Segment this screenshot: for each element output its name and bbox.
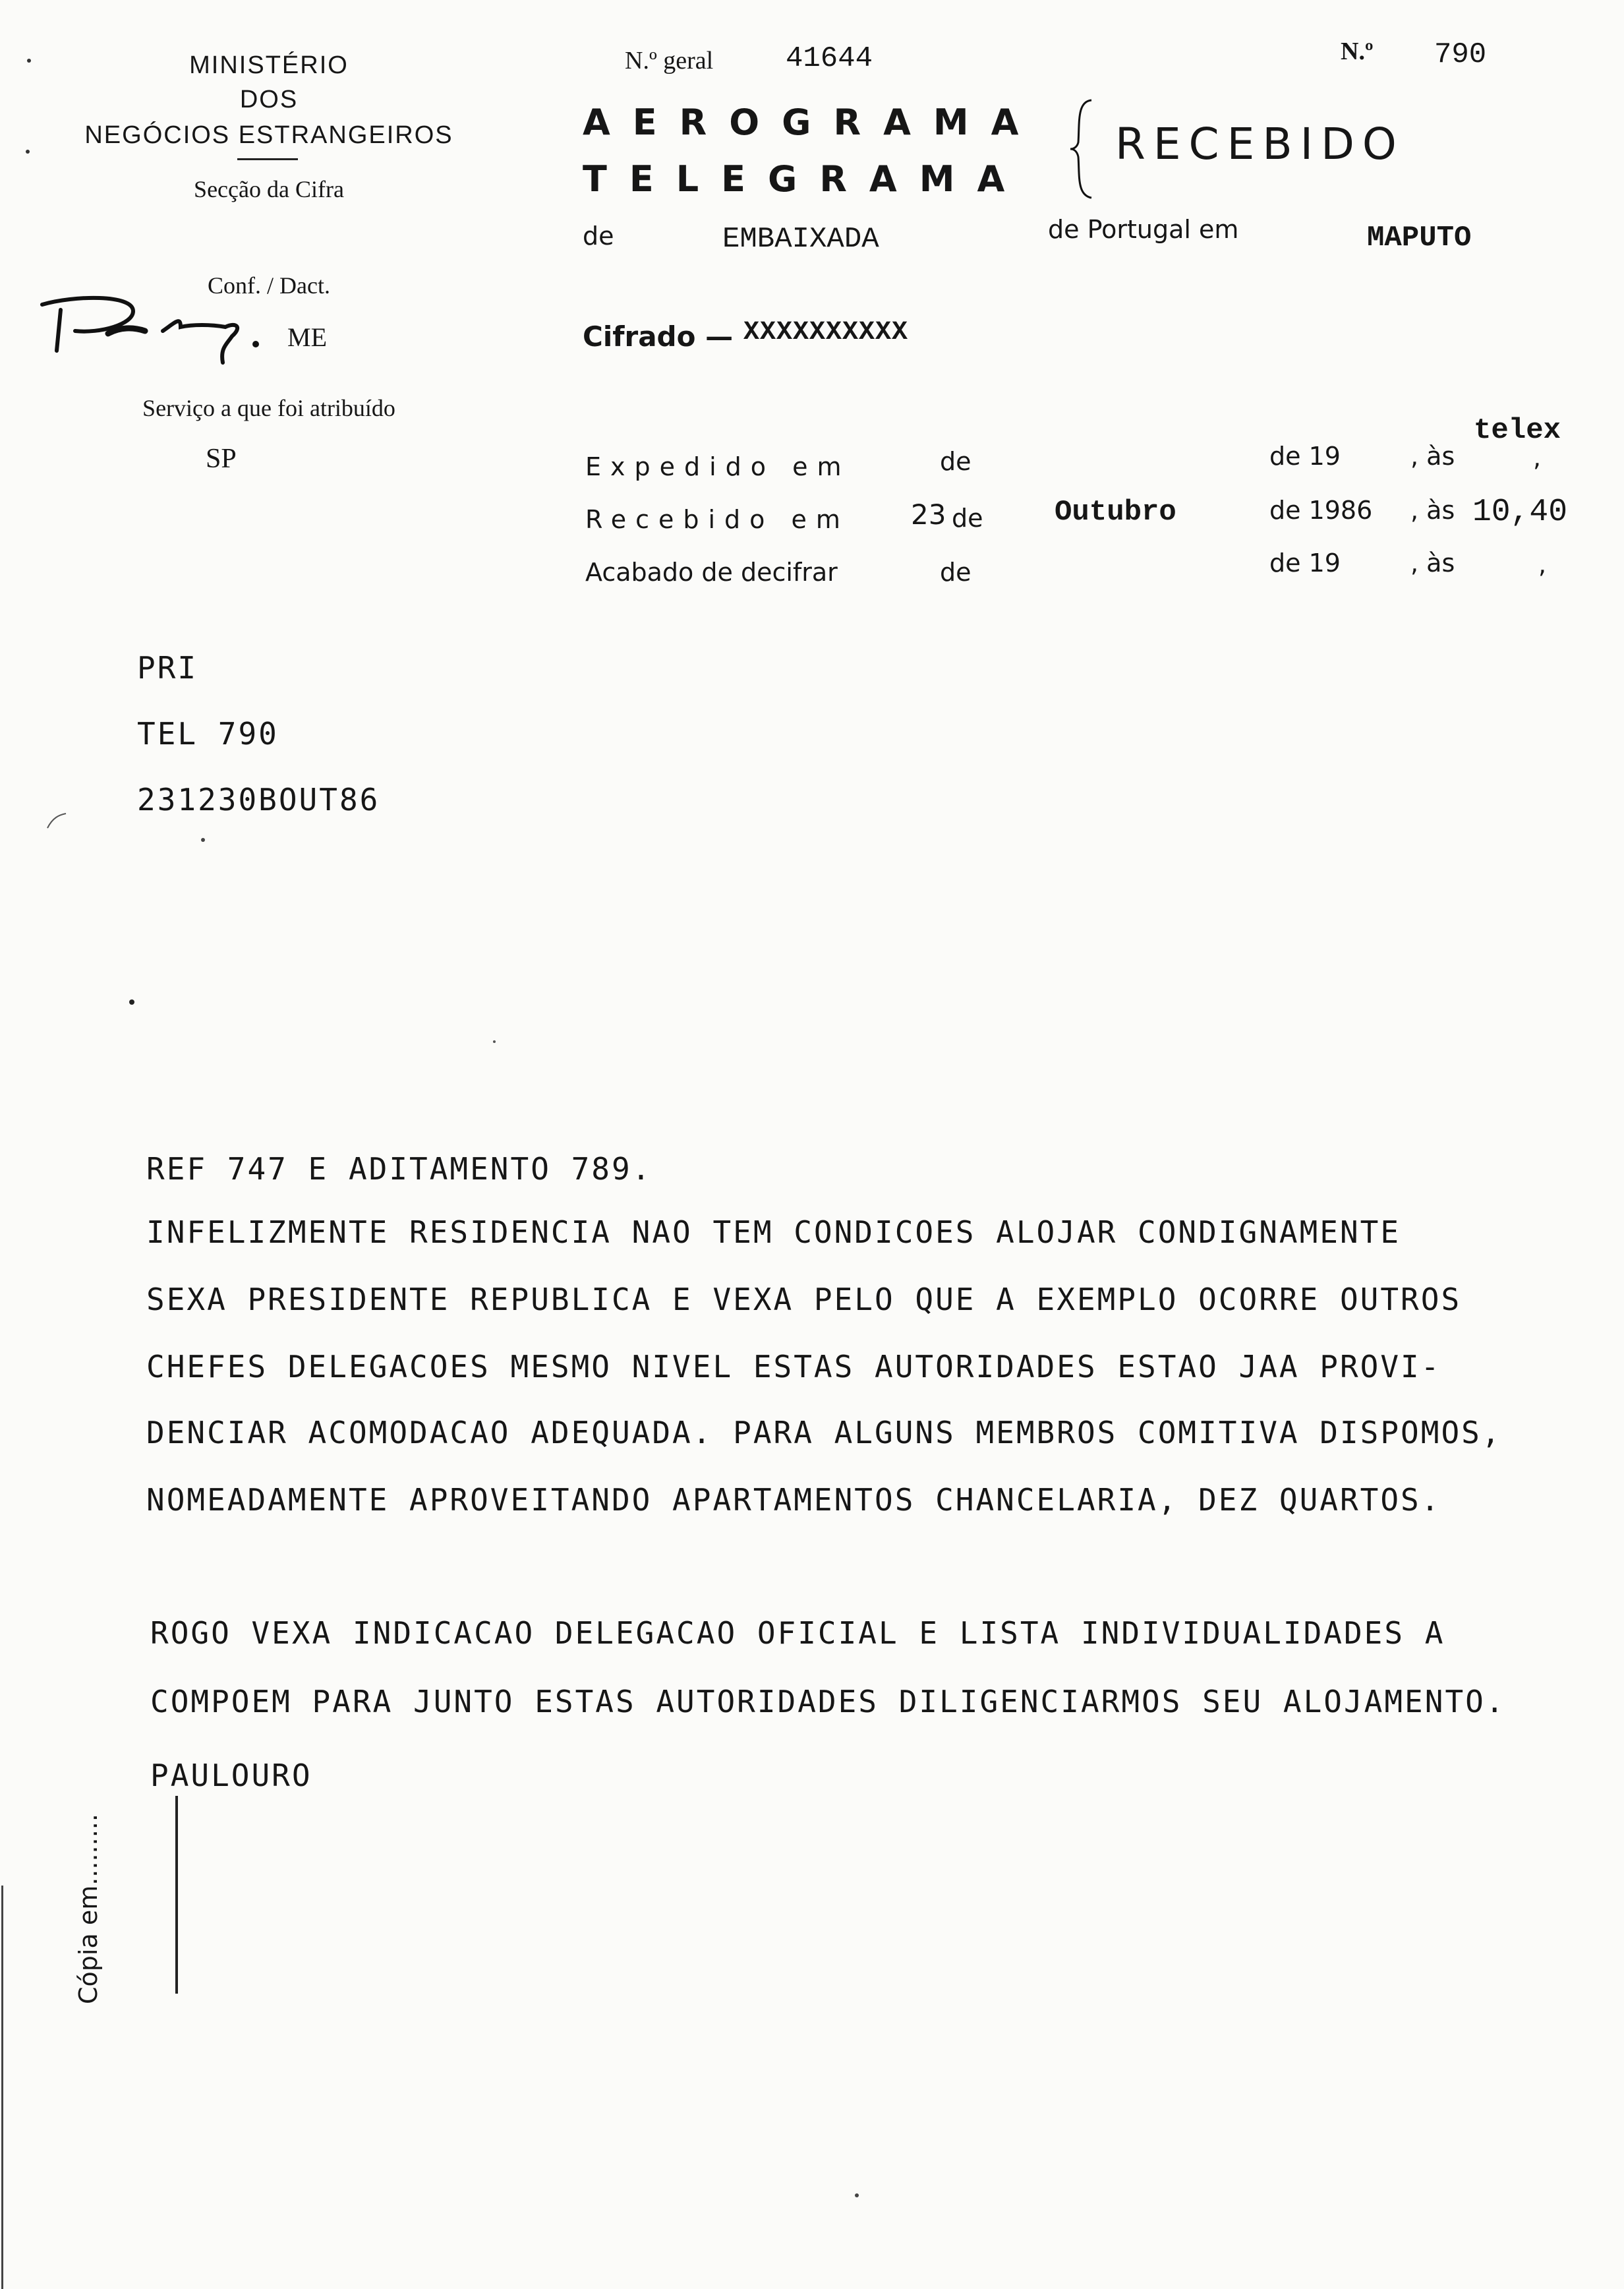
acabado-comma: , — [1538, 550, 1547, 579]
geral-label: N.º geral — [625, 47, 714, 74]
acabado-as: , às — [1410, 549, 1455, 578]
telegram-number: 790 — [1434, 38, 1487, 71]
expedido-de: de — [940, 447, 972, 476]
body-line-2: INFELIZMENTE RESIDENCIA NAO TEM CONDICOES ALOJAR CONDIGNAMENTE — [146, 1214, 1401, 1250]
body-line-3: SEXA PRESIDENTE REPUBLICA E VEXA PELO QUE A EXEMPLO OCORRE OUTROS — [146, 1282, 1462, 1317]
cifrado-label: Cifrado — — [583, 320, 734, 353]
recebido-as: , às — [1410, 496, 1455, 525]
body-line-8: COMPOEM PARA JUNTO ESTAS AUTORIDADES DILIGENCIARMOS SEU ALOJAMENTO. — [150, 1684, 1506, 1719]
conf-dact-label: Conf. / Dact. — [208, 272, 330, 299]
expedido-as: , às — [1410, 442, 1455, 471]
conf-initials: ME — [287, 322, 327, 352]
recebido-de: de — [952, 504, 983, 533]
ministry-line-3: NEGÓCIOS ESTRANGEIROS — [84, 121, 453, 149]
copy-note: Cópia em......... — [74, 1814, 103, 2004]
datetime-group-line: 231230BOUT86 — [137, 782, 380, 818]
ministry-line-1: MINISTÉRIO — [189, 51, 349, 79]
de-label: de — [583, 222, 614, 251]
origin-value: EMBAIXADA — [722, 223, 879, 256]
geral-number: 41644 — [786, 42, 873, 75]
body-line-4: CHEFES DELEGACOES MESMO NIVEL ESTAS AUTORIDADES ESTAO JAA PROVI- — [146, 1349, 1441, 1384]
acabado-label: Acabado de decifrar — [585, 558, 838, 587]
section-name: Secção da Cifra — [194, 176, 344, 202]
aerograma-title: AEROGRAMA — [583, 102, 1041, 143]
recebido-label: Recebido em — [585, 505, 850, 534]
expedido-label: Expedido em — [585, 452, 851, 481]
number-label: N.º — [1341, 38, 1374, 65]
telex-mark: telex — [1474, 414, 1561, 447]
recebido-day: 23 — [911, 498, 946, 531]
acabado-de: de — [940, 558, 972, 587]
recebido-time: 10,40 — [1472, 494, 1568, 530]
city-value: MAPUTO — [1367, 222, 1472, 254]
cifrado-struck-value: XXXXXXXXXX — [743, 318, 909, 347]
recebido-month: Outubro — [1055, 496, 1176, 529]
recebido-year: de 1986 — [1269, 496, 1373, 525]
body-line-1: REF 747 E ADITAMENTO 789. — [146, 1151, 652, 1187]
priority-line: PRI — [137, 650, 198, 686]
tel-line: TEL 790 — [137, 716, 279, 752]
body-line-5: DENCIAR ACOMODACAO ADEQUADA. PARA ALGUNS MEMBROS COMITIVA DISPOMOS, — [146, 1415, 1502, 1450]
expedido-year: de 19 — [1269, 442, 1341, 471]
ministry-line-2: DOS — [239, 86, 299, 113]
signature: PAULOURO — [150, 1758, 312, 1793]
recebido-status: RECEBIDO — [1115, 119, 1405, 169]
body-line-7: ROGO VEXA INDICACAO DELEGACAO OFICIAL E LISTA INDIVIDUALIDADES A — [150, 1615, 1445, 1651]
telegrama-title: TELEGRAMA — [583, 158, 1028, 200]
service-value: SP — [206, 444, 237, 474]
expedido-comma: , — [1533, 443, 1542, 472]
acabado-year: de 19 — [1269, 549, 1341, 578]
body-line-6: NOMEADAMENTE APROVEITANDO APARTAMENTOS CHANCELARIA, DEZ QUARTOS. — [146, 1482, 1441, 1518]
de-portugal-label: de Portugal em — [1048, 215, 1239, 244]
service-label: Serviço a que foi atribuído — [142, 395, 395, 421]
